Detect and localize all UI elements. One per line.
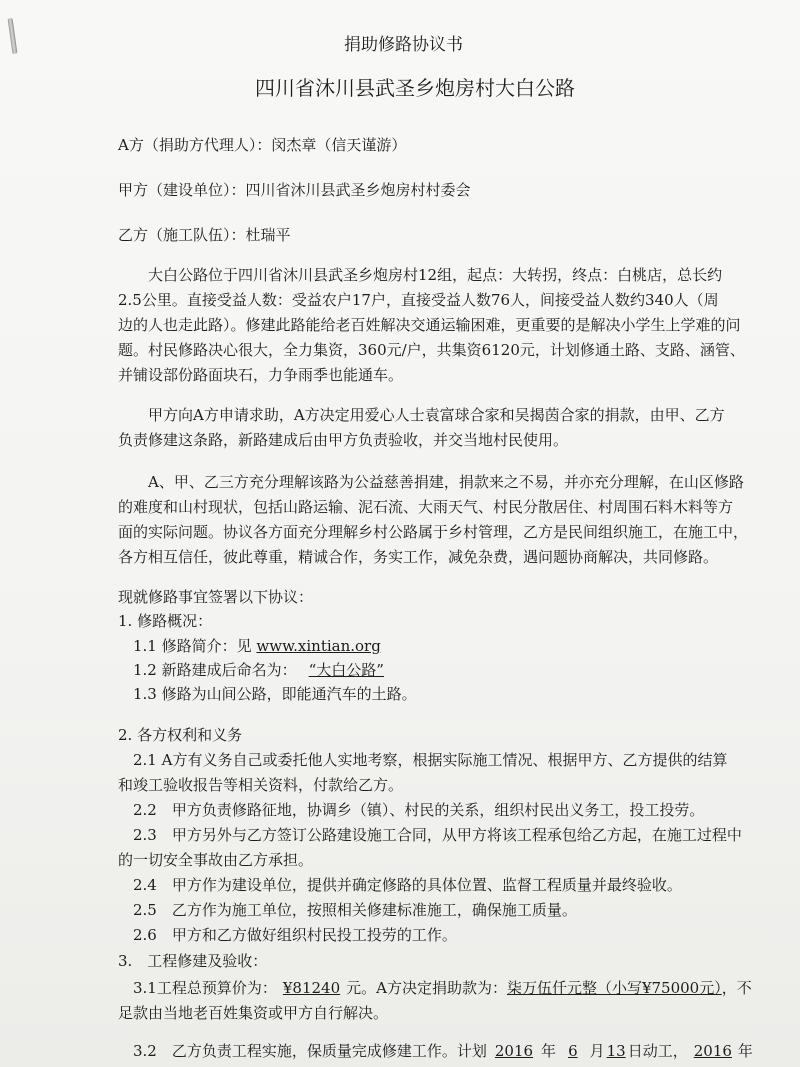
budget-amount: ¥81240 bbox=[282, 979, 341, 997]
item-1-2 bbox=[133, 661, 396, 679]
road-name: “大白公路” bbox=[308, 661, 384, 679]
start-month: 6 bbox=[568, 1042, 578, 1060]
item-1-2-label: 1.2 新路建成后命名为： bbox=[133, 661, 297, 679]
para1-line: 2.5公里。直接受益人数：受益农户17户，直接受益人数76人，间接受益人数约340人（周 bbox=[118, 291, 719, 309]
month-char: 月 bbox=[589, 1042, 605, 1060]
start-year: 2016 bbox=[494, 1042, 534, 1060]
start-day: 13 bbox=[606, 1042, 626, 1060]
item-2-6: 2.6 甲方和乙方做好组织村民投工投劳的工作。 bbox=[133, 926, 457, 944]
item-3-1-label: 3.1工程总预算价为： bbox=[133, 979, 277, 997]
para1-line: 边的人也走此路）。修建此路能给老百姓解决交通运输困难，更重要的是解决小学生上学难的问 bbox=[118, 316, 741, 334]
website-link[interactable]: www.xintian.org bbox=[256, 637, 381, 655]
end-year: 2016 bbox=[693, 1042, 732, 1060]
para2-line: 负责修建这条路，新路建成后由甲方负责验收，并交当地村民使用。 bbox=[118, 431, 569, 449]
item-1-1 bbox=[133, 637, 381, 655]
para1-line: 大白公路位于四川省沐川县武圣乡炮房村12组，起点：大转拐，终点：白桃店，总长约 bbox=[148, 266, 723, 284]
para3-line: 面的实际问题。协议各方面充分理解乡村公路属于乡村管理，乙方是民间组织施工，在施工中， bbox=[118, 523, 749, 541]
section-3-heading: 3. 工程修建及验收： bbox=[118, 952, 268, 970]
agreement-intro: 现就修路事宜签署以下协议： bbox=[118, 588, 314, 606]
item-2-4: 2.4 甲方作为建设单位，提供并确定修路的具体位置、监督工程质量并最终验收。 bbox=[133, 876, 682, 894]
item-3-1 bbox=[133, 979, 752, 997]
para3-line: A、甲、乙三方充分理解该路为公益慈善捐建，捐款来之不易，并亦充分理解，在山区修路 bbox=[148, 473, 744, 491]
party-a-line: A方（捐助方代理人）：闵杰章（信天谨游） bbox=[118, 136, 407, 154]
item-3-1-end: ，不 bbox=[721, 979, 752, 997]
item-2-1-cont: 和竣工验收报告等相关资料，付款给乙方。 bbox=[118, 776, 404, 794]
section-1-heading: 1. 修路概况： bbox=[118, 612, 213, 630]
party-yi-line: 乙方（施工队伍）：杜瑞平 bbox=[118, 226, 291, 244]
para1-line: 并铺设部份路面块石，力争雨季也能通车。 bbox=[118, 366, 404, 384]
item-1-1-label: 1.1 修路简介：见 bbox=[133, 637, 257, 655]
para3-line: 的难度和山村现状，包括山路运输、泥石流、大雨天气、村民分散居住、村周围石料木料等方 bbox=[118, 498, 734, 516]
para3-line: 各方相互信任，彼此尊重，精诚合作，务实工作，减免杂费，遇问题协商解决，共同修路。 bbox=[118, 548, 719, 566]
document-title: 捐助修路协议书 bbox=[344, 35, 463, 55]
item-1-3: 1.3 修路为山间公路，即能通汽车的土路。 bbox=[133, 685, 417, 703]
item-3-1-mid: 元。A方决定捐助款为： bbox=[346, 979, 507, 997]
document-subtitle: 四川省沐川县武圣乡炮房村大白公路 bbox=[255, 76, 575, 100]
year-char: 年 bbox=[541, 1042, 557, 1060]
staple-mark bbox=[8, 18, 18, 54]
item-2-1: 2.1 A方有义务自己或委托他人实地考察，根据实际施工情况、根据甲方、乙方提供的结算 bbox=[133, 751, 728, 769]
section-2-heading: 2. 各方权利和义务 bbox=[118, 726, 243, 744]
item-2-2: 2.2 甲方负责修路征地，协调乡（镇）、村民的关系，组织村民出义务工，投工投劳。 bbox=[133, 801, 705, 819]
item-2-3-cont: 的一切安全事故由乙方承担。 bbox=[118, 851, 314, 869]
para2-line: 甲方向A方申请求助，A方决定用爱心人士袁富球合家和吴揭茵合家的捐款，由甲、乙方 bbox=[148, 406, 725, 424]
item-3-2-mid: 日动工， bbox=[627, 1042, 688, 1060]
item-3-1-cont: 足款由当地老百姓集资或甲方自行解决。 bbox=[118, 1004, 389, 1022]
item-3-2-label: 3.2 乙方负责工程实施，保质量完成修建工作。计划 bbox=[133, 1042, 487, 1060]
item-2-5: 2.5 乙方作为施工单位，按照相关修建标准施工，确保施工质量。 bbox=[133, 901, 577, 919]
party-jia-line: 甲方（建设单位）：四川省沐川县武圣乡炮房村村委会 bbox=[118, 181, 471, 199]
item-3-2-end: 年 bbox=[737, 1042, 753, 1060]
item-2-3: 2.3 甲方另外与乙方签订公路建设施工合同，从甲方将该工程承包给乙方起，在施工过程中 bbox=[133, 826, 742, 844]
item-3-2 bbox=[133, 1042, 753, 1060]
para1-line: 题。村民修路决心很大，全力集资，360元/户，共集资6120元，计划修通土路、支路、涵管、 bbox=[118, 341, 745, 359]
donation-amount: 柒万伍仟元整（小写¥75000元） bbox=[506, 979, 722, 997]
